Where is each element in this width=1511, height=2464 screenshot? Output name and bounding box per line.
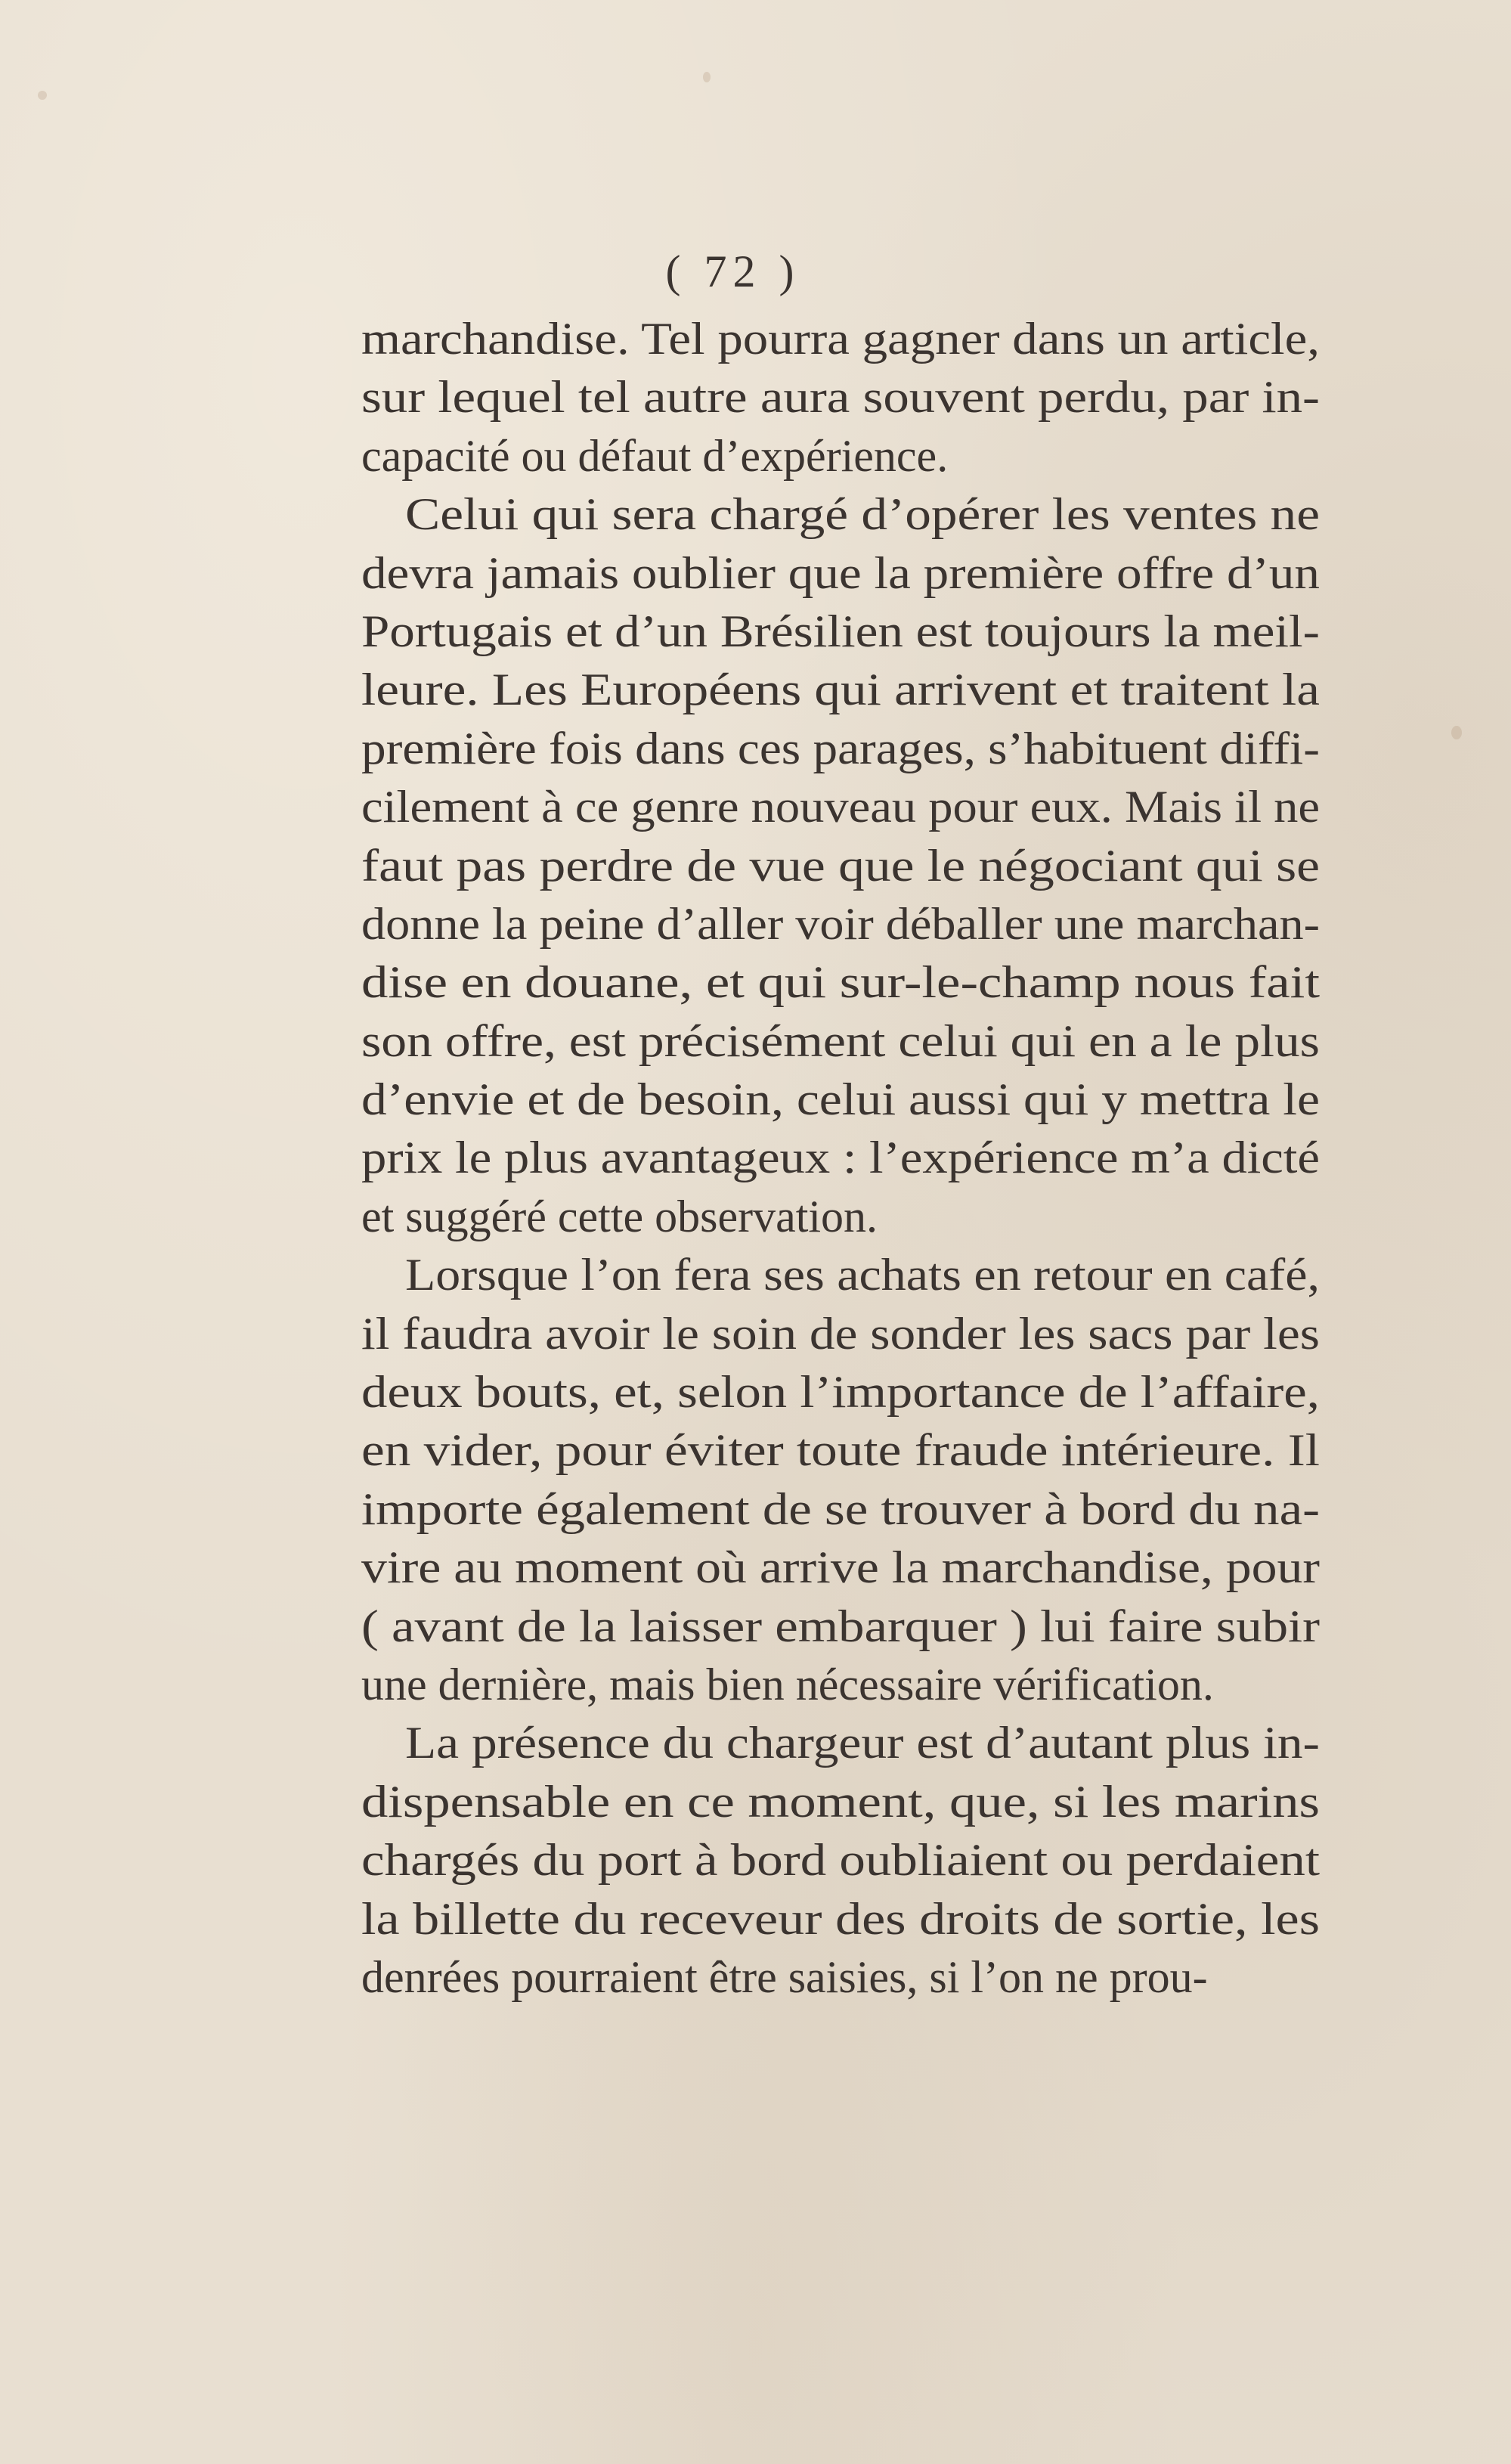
- page-number: ( 72 ): [665, 246, 800, 296]
- paragraph: [361, 1714, 1320, 2007]
- text-line-content: dise en douane, et qui sur-le-champ nous fait: [361, 957, 1320, 1008]
- text-line-content: Portugais et d’un Brésilien est toujours la meil-: [361, 606, 1320, 656]
- text-line-content: d’envie et de besoin, celui aussi qui y mettra le: [361, 1074, 1320, 1125]
- text-line-content: et suggéré cette observation.: [361, 1191, 878, 1241]
- text-line-content: La présence du chargeur est d’autant plus in-: [405, 1718, 1320, 1768]
- text-line-content: cilement à ce genre nouveau pour eux. Mais il ne: [361, 782, 1320, 832]
- paper-stain: [1451, 726, 1462, 739]
- text-line-content: importe également de se trouver à bord du na-: [361, 1483, 1320, 1534]
- text-line: [361, 1714, 1320, 1772]
- text-line-content: dispensable en ce moment, que, si les marins: [361, 1776, 1320, 1827]
- paragraph: [361, 310, 1320, 485]
- text-line-content: donne la peine d’aller voir déballer une marchan-: [361, 898, 1320, 949]
- text-line-content: première fois dans ces parages, s’habituent diffi-: [361, 723, 1320, 773]
- text-line-content: devra jamais oublier que la première offre d’un: [361, 547, 1320, 598]
- text-line-content: sur lequel tel autre aura souvent perdu, par in-: [361, 372, 1320, 423]
- paragraph: [361, 485, 1320, 1246]
- text-line: [361, 778, 1320, 836]
- paper-stain: [703, 72, 711, 82]
- text-line-content: son offre, est précisément celui qui en a le plus: [361, 1015, 1320, 1066]
- text-line: [361, 1246, 1320, 1304]
- text-line-content: la billette du receveur des droits de sortie, les: [361, 1893, 1320, 1944]
- text-line: [361, 720, 1320, 778]
- text-line-content: marchandise. Tel pourra gagner dans un article,: [361, 314, 1320, 364]
- text-line: [361, 1890, 1320, 1948]
- text-line: [361, 1831, 1320, 1889]
- text-line: [361, 1188, 1320, 1246]
- text-line: [361, 1129, 1320, 1187]
- text-line: [361, 1773, 1320, 1831]
- text-line: [361, 603, 1320, 661]
- text-line: [361, 1656, 1320, 1714]
- text-line: [361, 1363, 1320, 1421]
- text-line: [361, 1071, 1320, 1129]
- text-line-content: denrées pourraient être saisies, si l’on ne prou-: [361, 1951, 1208, 2002]
- text-line-content: vire au moment où arrive la marchandise, pour: [361, 1542, 1320, 1593]
- text-line: [361, 1539, 1320, 1597]
- text-line-content: Celui qui sera chargé d’opérer les ventes ne: [405, 489, 1320, 540]
- paragraph: [361, 1246, 1320, 1714]
- text-line-content: faut pas perdre de vue que le négociant qui se: [361, 840, 1320, 891]
- text-line-content: prix le plus avantageux : l’expérience m’a dicté: [361, 1133, 1320, 1183]
- text-line-content: une dernière, mais bien nécessaire vérification.: [361, 1659, 1214, 1709]
- text-line-content: leure. Les Européens qui arrivent et traitent la: [361, 665, 1320, 715]
- body-text: [361, 310, 1320, 2007]
- paper-stain: [38, 91, 47, 100]
- text-line: [361, 1598, 1320, 1656]
- text-line: [361, 544, 1320, 603]
- text-line: [361, 1948, 1320, 2007]
- text-line-content: ( avant de la laisser embarquer ) lui faire subir: [361, 1601, 1320, 1651]
- text-line-content: en vider, pour éviter toute fraude intérieure. Il: [361, 1425, 1320, 1476]
- text-line-content: capacité ou défaut d’expérience.: [361, 430, 949, 481]
- text-line: [361, 1012, 1320, 1071]
- text-line-content: deux bouts, et, selon l’importance de l’affaire,: [361, 1367, 1320, 1418]
- text-line: [361, 427, 1320, 485]
- text-line: [361, 1480, 1320, 1539]
- text-line: [361, 837, 1320, 895]
- text-line: [361, 1421, 1320, 1480]
- text-line: [361, 661, 1320, 719]
- text-line: [361, 953, 1320, 1012]
- text-line-content: Lorsque l’on fera ses achats en retour en café,: [405, 1250, 1320, 1300]
- text-line: [361, 368, 1320, 426]
- text-line-content: il faudra avoir le soin de sonder les sacs par les: [361, 1308, 1320, 1359]
- text-line-content: chargés du port à bord oubliaient ou perdaient: [361, 1835, 1320, 1886]
- text-line: [361, 1305, 1320, 1363]
- text-line: [361, 310, 1320, 368]
- text-line: [361, 485, 1320, 544]
- text-line: [361, 895, 1320, 953]
